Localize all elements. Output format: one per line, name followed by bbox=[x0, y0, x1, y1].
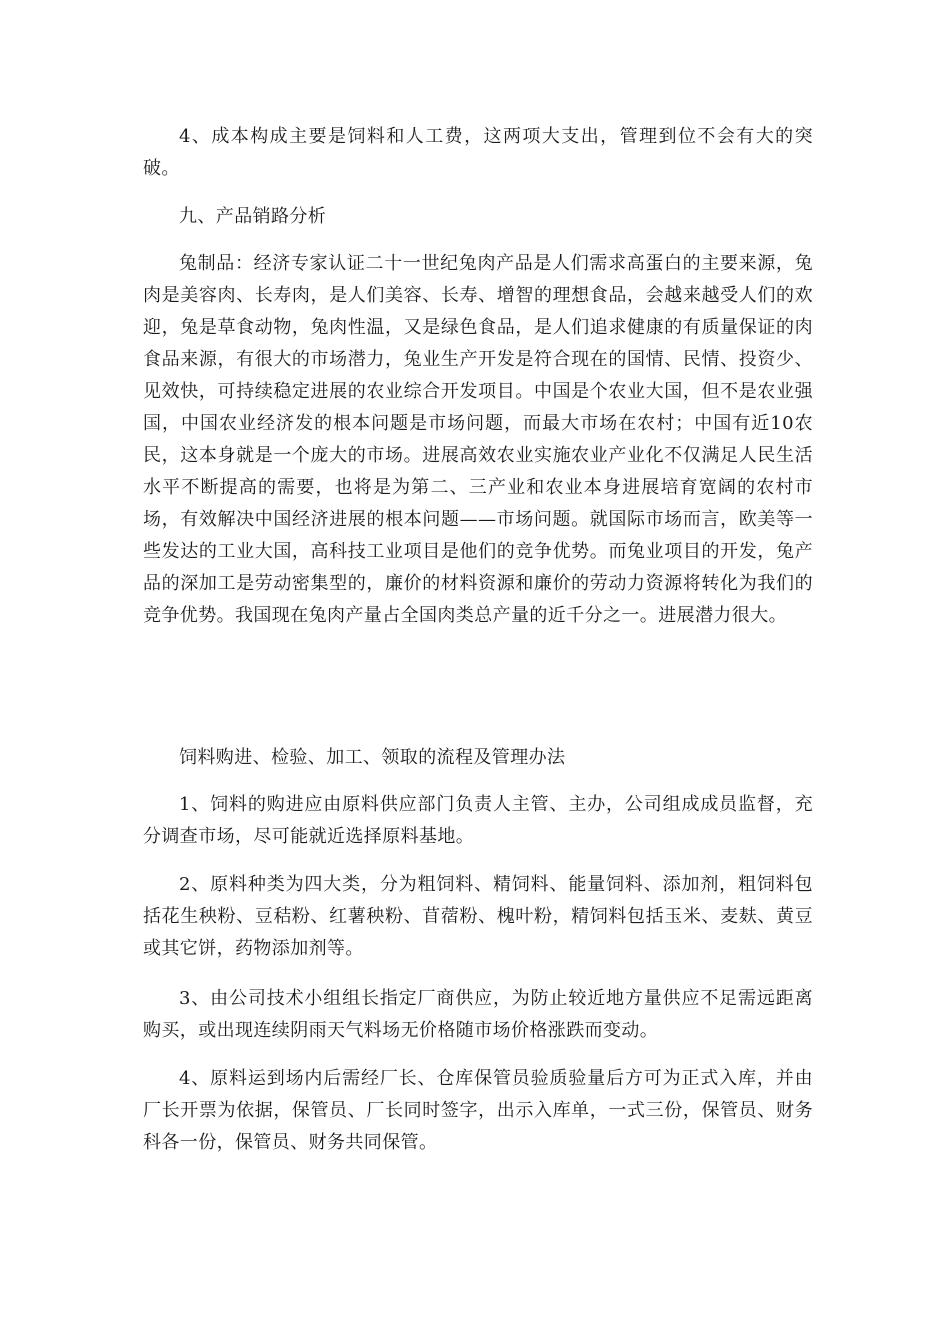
paragraph-cost-structure: 4、成本构成主要是饲料和人工费，这两项大支出，管理到位不会有大的突破。 bbox=[143, 126, 813, 179]
paragraph-feed-procurement: 1、饲料的购进应由原料供应部门负责人主管、主办，公司组成成员监督，充分调查市场，尽可能就近选择原料基地。 bbox=[143, 794, 813, 847]
paragraph-warehousing: 4、原料运到场内后需经厂长、仓库保管员验质验量后方可为正式入库，并由厂长开票为依据，保管员、厂长同时签字，出示入库单，一式三份，保管员、财务科各一份，保管员、财务共同保管。 bbox=[143, 1068, 813, 1153]
paragraph-supplier: 3、由公司技术小组组长指定厂商供应，为防止较近地方量供应不足需远距离购买，或出现连续阴雨天气料场无价格随市场价格涨跌而变动。 bbox=[143, 988, 813, 1041]
section-heading-feed-management: 饲料购进、检验、加工、领取的流程及管理办法 bbox=[179, 747, 566, 768]
paragraph-feed-types: 2、原料种类为四大类，分为粗饲料、精饲料、能量饲料、添加剂，粗饲料包括花生秧粉、豆秸粉、红薯秧粉、苜蓿粉、槐叶粉，精饲料包括玉米、麦麸、黄豆或其它饼，药物添加剂等。 bbox=[143, 874, 813, 959]
section-heading-sales-analysis: 九、产品销路分析 bbox=[179, 206, 327, 227]
paragraph-rabbit-products: 兔制品：经济专家认证二十一世纪兔肉产品是人们需求高蛋白的主要来源，兔肉是美容肉、长寿肉，是人们美容、长寿、增智的理想食品，会越来越受人们的欢迎，兔是草食动物，兔肉性温，又是绿色食品，是人们追求健康的有质量保证的肉食品来源，有很大的市场潜力，兔业生产开发是符合现在的国情、民情、投资少、见效快，可持续稳定进展的农业综合开发项目。中国是个农业大国，但不是农业强国，中国农业经济发的根本问题是市场问题，而最大市场在农村；中国有近10农民，这本身就是一个庞大的市场。进展高效农业实施农业产业化不仅满足人民生活水平不断提高的需要，也将是为第二、三产业和农业本身进展培育宽阔的农村市场，有效解决中国经济进展的根本问题——市场问题。就国际市场而言，欧美等一些发达的工业大国，高科技工业项目是他们的竞争优势。而兔业项目的开发，兔产品的深加工是劳动密集型的，廉价的材料资源和廉价的劳动力资源将转化为我们的竞争优势。我国现在兔肉产量占全国肉类总产量的近千分之一。进展潜力很大。 bbox=[143, 253, 813, 626]
